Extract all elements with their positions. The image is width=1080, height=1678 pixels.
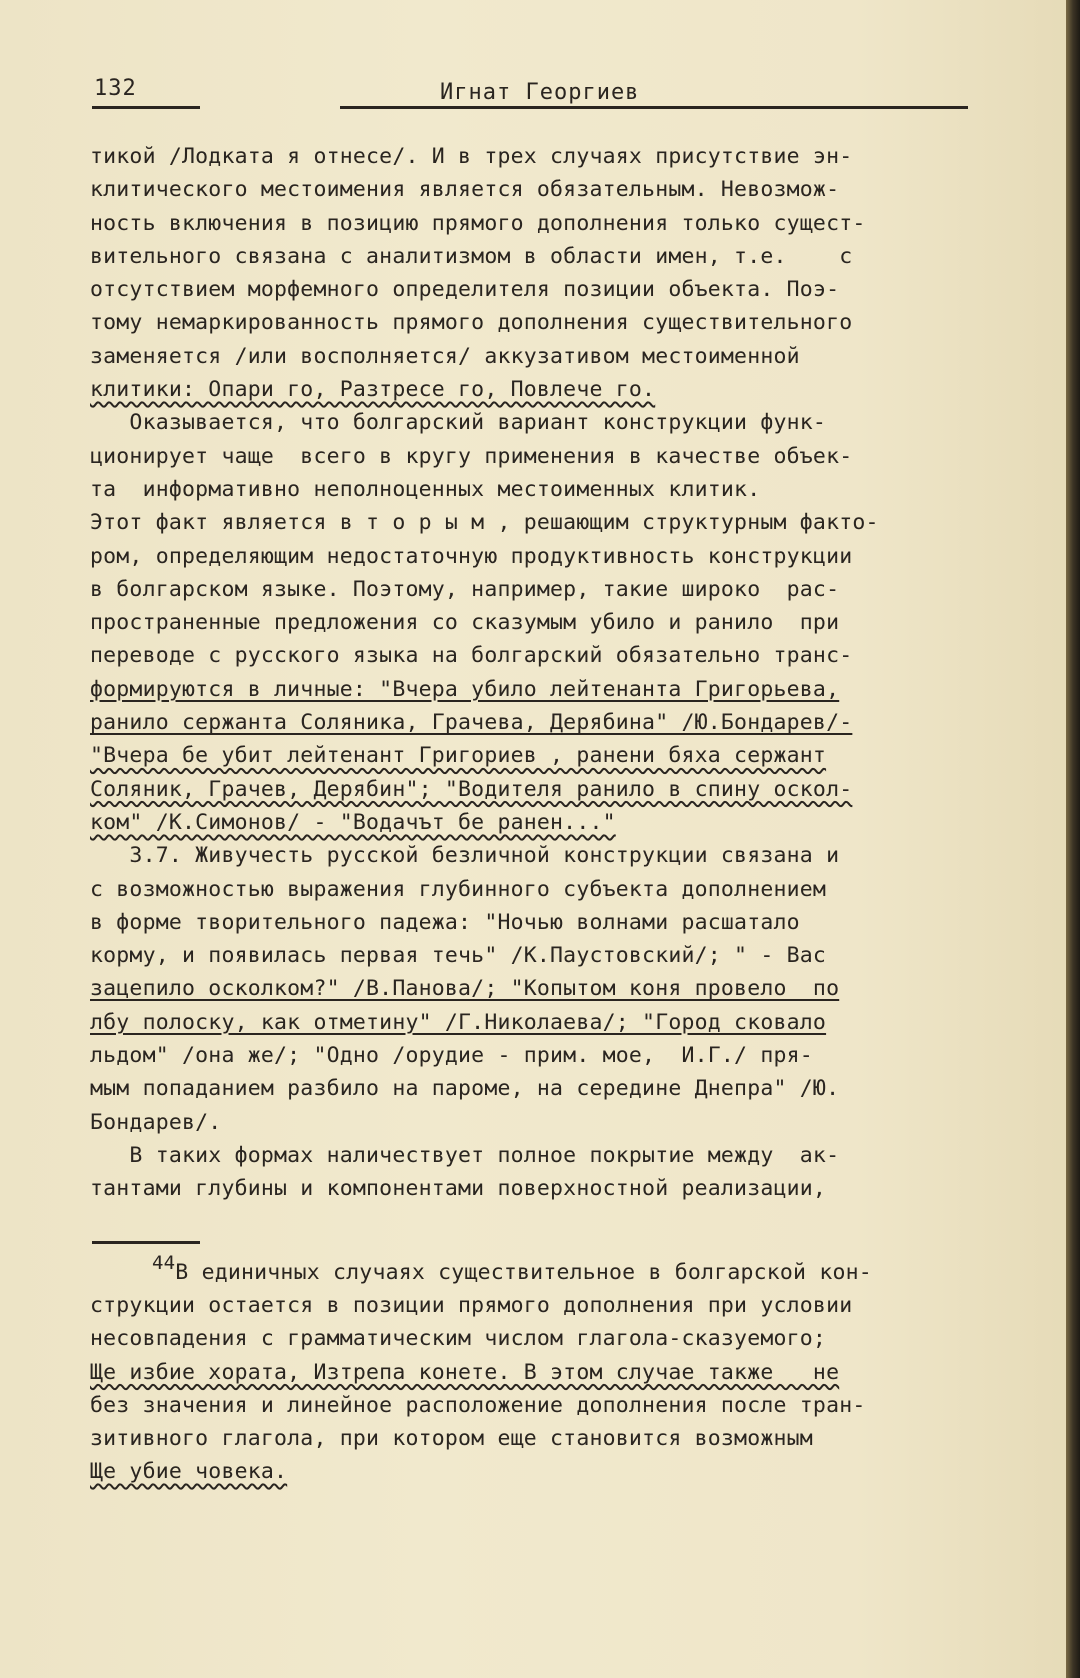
- text-line: корму, и появилась первая течь" /К.Паустовский/; " - Вас: [90, 943, 827, 969]
- footnote-marker: 44: [152, 1252, 176, 1274]
- text-line: тантами глубины и компонентами поверхностной реализации,: [90, 1176, 827, 1202]
- text-line: тикой /Лодката я отнесе/. И в трех случаях присутствие эн-: [90, 144, 853, 169]
- footnote-line: без значения и линейное расположение дополнения после тран-: [90, 1392, 866, 1418]
- text-line: пространенные предложения со сказумым убило и ранило при: [90, 610, 840, 636]
- text-line: заменяется /или восполняется/ аккузативом местоименной: [90, 343, 800, 369]
- text-line: та информативно неполноценных местоименных клитик.: [90, 476, 761, 502]
- text-line: ционирует чаще всего в кругу применения в качестве объек-: [90, 443, 853, 469]
- text-line: льдом" /она же/; "Одно /орудие - прим. мое, И.Г./ пря-: [90, 1043, 813, 1069]
- header-rule-left: [92, 106, 200, 109]
- footnote-rule: [92, 1241, 200, 1244]
- text-line: Бондарев/.: [90, 1109, 222, 1135]
- text-line: Соляник, Грачев, Дерябин"; "Водителя ранило в спину оскол-: [90, 776, 853, 802]
- text-line: лбу полоску, как отметину" /Г.Николаева/; "Город сковало: [90, 1009, 827, 1035]
- text-line: ком" /К.Симонов/ - "Водачът бе ранен...": [90, 809, 616, 835]
- text-line: переводе с русского языка на болгарский обязательно транс-: [90, 643, 853, 669]
- text-line: Оказывается, что болгарский вариант конструкции функ-: [90, 410, 827, 436]
- text-line: ность включения в позицию прямого дополнения только сущест-: [90, 210, 866, 236]
- text-line: формируются в личные: "Вчера убило лейтенанта Григорьева,: [90, 676, 840, 702]
- footnote-line: несовпадения с грамматическим числом глагола-сказуемого;: [90, 1326, 827, 1352]
- text-line: зацепило осколком?" /В.Панова/; "Копытом коня провело по: [90, 976, 840, 1002]
- footnote: [90, 1252, 1020, 1488]
- text-line: с возможностью выражения глубинного субъекта дополнением: [90, 876, 827, 902]
- text-line: Этот факт является в т о р ы м , решающим структурным факто-: [90, 510, 879, 536]
- book-spine-edge: [1066, 0, 1080, 1678]
- text-line: клитического местоимения является обязательным. Невозмож-: [90, 177, 840, 203]
- text-line: В таких формах наличествует полное покрытие между ак-: [90, 1142, 840, 1168]
- footnote-line-text: В единичных случаях существительное в болгарской кон-: [175, 1260, 872, 1285]
- page-number: 132: [94, 76, 137, 101]
- text-line: ром, определяющим недостаточную продуктивность конструкции: [90, 543, 853, 569]
- running-head: Игнат Георгиев: [440, 80, 640, 105]
- text-line: ранило сержанта Соляника, Грачева, Дерябина" /Ю.Бондарев/-: [90, 710, 853, 736]
- text-line: отсутствием морфемного определителя позиции объекта. Поэ-: [90, 277, 840, 303]
- body-text: [90, 140, 1020, 1206]
- footnote-first-line: [90, 1252, 1020, 1289]
- text-line: клитики: Опари го, Разтресе го, Повлече го.: [90, 377, 656, 403]
- text-line: 3.7. Живучесть русской безличной конструкции связана и: [90, 843, 840, 869]
- text-line: тому немаркированность прямого дополнения существительного: [90, 310, 853, 336]
- footnote-line: струкции остается в позиции прямого дополнения при условии: [90, 1293, 853, 1319]
- text-line: в форме творительного падежа: "Ночью волнами расшатало: [90, 909, 800, 935]
- footnote-line: зитивного глагола, при котором еще становится возможным: [90, 1425, 813, 1451]
- footnote-line: Ще убие човека.: [90, 1459, 288, 1485]
- text-line: в болгарском языке. Поэтому, например, такие широко рас-: [90, 576, 840, 602]
- text-line: вительного связана с аналитизмом в области имен, т.е. с: [90, 243, 853, 269]
- header-rule-right: [340, 106, 968, 109]
- text-line: мым попаданием разбило на пароме, на середине Днепра" /Ю.: [90, 1076, 840, 1102]
- text-line: "Вчера бе убит лейтенант Григориев , ранени бяха сержант: [90, 743, 827, 769]
- footnote-line: Ще избие хората, Изтрепа конете. В этом случае также не: [90, 1359, 840, 1385]
